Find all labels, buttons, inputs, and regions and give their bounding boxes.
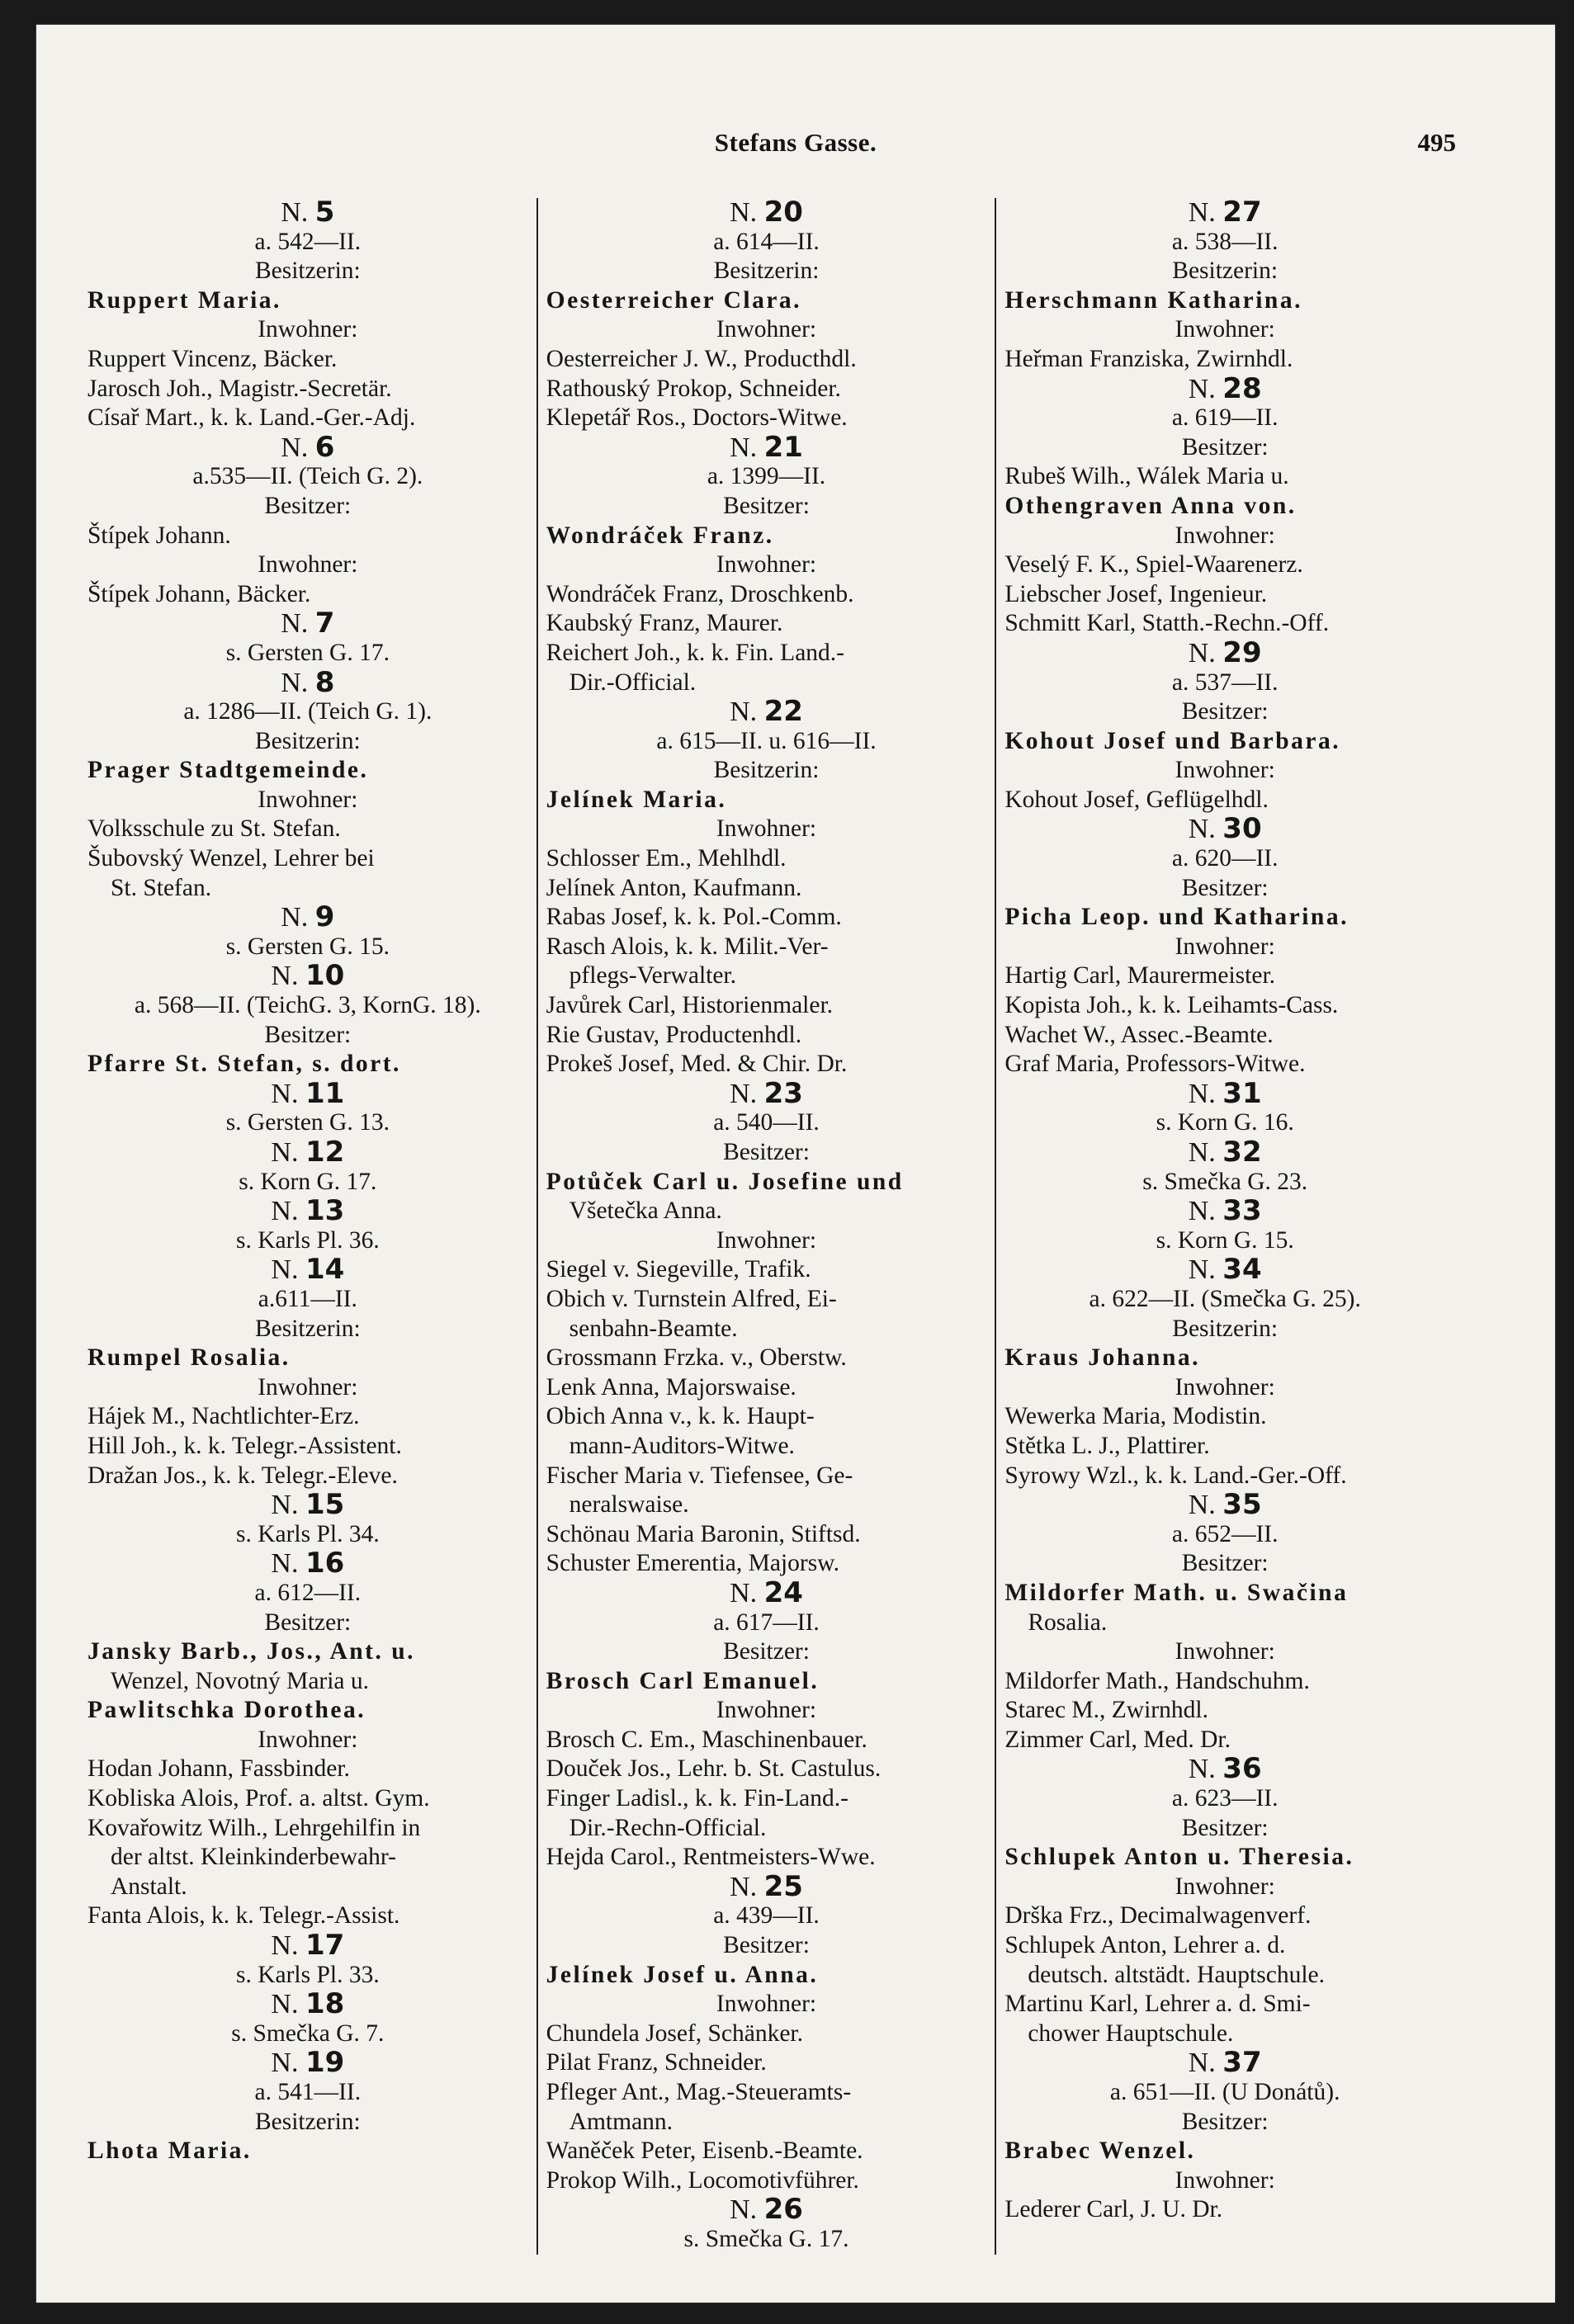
- house-number-prefix: N.: [281, 668, 309, 698]
- house-number-prefix: N.: [271, 1931, 299, 1961]
- house-number-prefix: N.: [1188, 1079, 1216, 1109]
- resident-entry: Štípek Johann, Bäcker.: [87, 580, 311, 607]
- resident-entry: Hartig Carl, Maurermeister.: [1004, 962, 1276, 990]
- entry-meta: Besitzerin:: [1172, 257, 1279, 285]
- resident-entry: Wewerka Maria, Modistin.: [1004, 1403, 1267, 1430]
- entry-meta: a. 622—II. (Smečka G. 25).: [1089, 1285, 1361, 1312]
- house-number: 33: [1222, 1197, 1262, 1226]
- house-number-prefix: N.: [271, 1197, 299, 1226]
- entry-meta: a. 652—II.: [1171, 1520, 1279, 1547]
- house-number: 9: [314, 903, 335, 933]
- entry-meta: s. Karls Pl. 33.: [235, 1961, 380, 1988]
- directory-columns: [79, 198, 1453, 2255]
- resident-entry: Oesterreicher J. W., Producthdl.: [546, 345, 857, 372]
- resident-entry: Drška Frz., Decimalwagenverf.: [1004, 1902, 1312, 1930]
- resident-entry: Waněček Peter, Eisenb.-Beamte.: [546, 2137, 863, 2165]
- resident-entry: Kobliska Alois, Prof. a. altst. Gym.: [87, 1785, 430, 1812]
- entry-meta: s. Smečka G. 23.: [1142, 1168, 1308, 1195]
- house-number: 28: [1222, 374, 1262, 404]
- house-number-prefix: N.: [1188, 1197, 1216, 1226]
- house-number-heading: [1004, 2048, 1445, 2078]
- entry-meta: a.611—II.: [258, 1285, 357, 1312]
- house-number-heading: [87, 1255, 528, 1285]
- house-number-heading: [1004, 198, 1445, 228]
- house-number: 7: [314, 609, 335, 639]
- column-right: [996, 198, 1453, 2255]
- entry-continuation: Anstalt.: [111, 1873, 187, 1900]
- resident-entry: Finger Ladisl., k. k. Fin-Land.-: [546, 1785, 848, 1812]
- house-number: 23: [763, 1079, 803, 1109]
- resident-entry: Rabas Josef, k. k. Pol.-Comm.: [546, 904, 842, 931]
- resident-entry: Graf Maria, Professors-Witwe.: [1004, 1051, 1306, 1078]
- house-number-prefix: N.: [730, 198, 758, 228]
- resident-entry: Veselý F. K., Spiel-Waarenerz.: [1004, 551, 1303, 579]
- owner-name: Rumpel Rosalia.: [87, 1344, 291, 1372]
- house-number-prefix: N.: [281, 198, 309, 228]
- house-number: 10: [305, 961, 345, 992]
- entry-meta: Besitzer:: [264, 1608, 352, 1636]
- resident-entry: Štípek Johann.: [87, 522, 231, 549]
- entry-meta: Besitzerin:: [1172, 1315, 1279, 1342]
- resident-entry: Heřman Franziska, Zwirnhdl.: [1004, 345, 1293, 372]
- resident-entry: Fischer Maria v. Tiefensee, Ge-: [546, 1462, 853, 1489]
- page-number: 495: [1417, 128, 1456, 157]
- entry-meta: Besitzerin:: [254, 1315, 361, 1342]
- owner-name: Herschmann Katharina.: [1004, 286, 1302, 314]
- house-number-heading: [87, 198, 528, 228]
- entry-meta: a. 538—II.: [1171, 228, 1279, 255]
- house-number-prefix: N.: [1188, 1490, 1216, 1520]
- house-number-heading: [1004, 1079, 1445, 1109]
- house-number: 37: [1222, 2048, 1262, 2078]
- house-number-heading: [1004, 1755, 1445, 1784]
- entry-meta: a. 1286—II. (Teich G. 1).: [183, 698, 432, 725]
- resident-entry: Šubovský Wenzel, Lehrer bei: [87, 845, 375, 872]
- entry-meta: a. 439—II.: [713, 1902, 820, 1930]
- entry-meta: Inwohner:: [1175, 933, 1275, 960]
- owner-name: Jansky Barb., Jos., Ant. u.: [87, 1638, 416, 1665]
- resident-entry: Rasch Alois, k. k. Milit.-Ver-: [546, 933, 829, 960]
- house-number-prefix: N.: [1188, 198, 1216, 228]
- house-number-prefix: N.: [281, 432, 309, 463]
- entry-meta: a. 612—II.: [254, 1579, 362, 1606]
- house-number-heading: [1004, 1197, 1445, 1226]
- entry-meta: a.535—II. (Teich G. 2).: [192, 463, 423, 490]
- house-number-prefix: N.: [1188, 815, 1216, 845]
- entry-meta: a. 619—II.: [1171, 404, 1279, 432]
- resident-entry: Císař Mart., k. k. Land.-Ger.-Adj.: [87, 404, 416, 432]
- house-number: 25: [763, 1872, 803, 1902]
- house-number: 29: [1222, 638, 1262, 668]
- resident-entry: Lederer Carl, J. U. Dr.: [1004, 2196, 1223, 2223]
- house-number-prefix: N.: [271, 1549, 299, 1579]
- resident-entry: Douček Jos., Lehr. b. St. Castulus.: [546, 1755, 882, 1783]
- resident-entry: Schönau Maria Baronin, Stiftsd.: [546, 1520, 861, 1547]
- owner-name: Pfarre St. Stefan, s. dort.: [87, 1051, 401, 1078]
- entry-continuation: Amtmann.: [569, 2108, 674, 2135]
- resident-entry: Chundela Josef, Schänker.: [546, 2019, 803, 2047]
- entry-continuation: chower Hauptschule.: [1028, 2019, 1234, 2047]
- entry-meta: s. Gersten G. 13.: [225, 1109, 390, 1136]
- entry-meta: Besitzer:: [1181, 2108, 1269, 2135]
- entry-meta: Inwohner:: [258, 551, 358, 579]
- resident-entry: Kaubský Franz, Maurer.: [546, 610, 783, 637]
- house-number-heading: [1004, 1138, 1445, 1168]
- entry-meta: Besitzer:: [264, 1021, 352, 1048]
- entry-meta: a. 615—II. u. 616—II.: [656, 727, 877, 754]
- house-number: 26: [763, 2195, 803, 2225]
- resident-entry: Pilat Franz, Schneider.: [546, 2049, 767, 2076]
- resident-entry: Pfleger Ant., Mag.-Steueramts-: [546, 2079, 852, 2105]
- owner-name: Ruppert Maria.: [87, 286, 281, 314]
- resident-entry: Stětka L. J., Plattirer.: [1004, 1432, 1210, 1459]
- resident-entry: Schlupek Anton, Lehrer a. d.: [1004, 1932, 1286, 1959]
- resident-entry: Schmitt Karl, Statth.-Rechn.-Off.: [1004, 610, 1330, 637]
- entry-meta: Besitzer:: [1181, 433, 1269, 461]
- house-number-heading: [546, 2195, 987, 2225]
- resident-entry: Hodan Johann, Fassbinder.: [87, 1755, 350, 1783]
- resident-entry: Syrowy Wzl., k. k. Land.-Ger.-Off.: [1004, 1462, 1347, 1489]
- entry-meta: Inwohner:: [258, 316, 358, 343]
- house-number-heading: [87, 1490, 528, 1520]
- owner-name: Mildorfer Math. u. Swačina: [1004, 1579, 1349, 1606]
- owner-name: Prager Stadtgemeinde.: [87, 757, 369, 784]
- house-number-prefix: N.: [271, 1079, 299, 1109]
- resident-entry: Reichert Joh., k. k. Fin. Land.-: [546, 639, 844, 666]
- house-number-prefix: N.: [730, 432, 758, 463]
- entry-meta: a. 651—II. (U Donátů).: [1109, 2079, 1340, 2105]
- owner-name: Wondráček Franz.: [546, 522, 774, 549]
- column-middle: [536, 198, 997, 2255]
- house-number: 18: [305, 1990, 345, 2019]
- house-number-heading: [1004, 1490, 1445, 1520]
- house-number: 34: [1222, 1255, 1262, 1285]
- house-number-prefix: N.: [1188, 638, 1216, 668]
- entry-meta: a. 537—II.: [1171, 668, 1279, 696]
- entry-meta: a. 540—II.: [713, 1109, 820, 1136]
- entry-meta: s. Smečka G. 17.: [683, 2225, 849, 2252]
- house-number: 14: [305, 1255, 345, 1285]
- house-number-heading: [87, 2048, 528, 2078]
- resident-entry: Schlosser Em., Mehlhdl.: [546, 845, 787, 872]
- entry-meta: Besitzerin:: [254, 2108, 361, 2135]
- entry-meta: s. Gersten G. 17.: [225, 639, 390, 666]
- owner-name: Kraus Johanna.: [1004, 1344, 1200, 1372]
- entry-meta: Inwohner:: [716, 1226, 817, 1254]
- house-number-heading: [546, 198, 987, 228]
- entry-continuation: Všetečka Anna.: [569, 1197, 722, 1225]
- resident-entry: Obich Anna v., k. k. Haupt-: [546, 1403, 815, 1430]
- owner-name: Jelínek Josef u. Anna.: [546, 1961, 819, 1988]
- entry-meta: Besitzerin:: [254, 727, 361, 754]
- owner-name: Brabec Wenzel.: [1004, 2137, 1196, 2165]
- entry-meta: s. Korn G. 16.: [1156, 1109, 1294, 1136]
- resident-entry: Rie Gustav, Productenhdl.: [546, 1021, 802, 1048]
- resident-entry: Kohout Josef, Geflügelhdl.: [1004, 786, 1269, 813]
- entry-continuation: Dir.-Rechn-Official.: [569, 1814, 767, 1841]
- house-number: 36: [1222, 1755, 1262, 1785]
- entry-meta: a. 614—II.: [713, 228, 820, 255]
- entry-meta: Inwohner:: [716, 1697, 817, 1724]
- owner-name: Pawlitschka Dorothea.: [87, 1697, 366, 1724]
- resident-entry: Javůrek Carl, Historienmaler.: [546, 992, 834, 1019]
- house-number: 6: [314, 432, 335, 463]
- house-number-heading: [87, 1138, 528, 1168]
- entry-continuation: senbahn-Beamte.: [569, 1315, 738, 1342]
- entry-meta: Inwohner:: [716, 1991, 817, 2018]
- entry-continuation: deutsch. altstädt. Hauptschule.: [1028, 1961, 1325, 1988]
- entry-meta: s. Smečka G. 7.: [231, 2019, 385, 2047]
- house-number-prefix: N.: [271, 961, 299, 992]
- entry-meta: Besitzer:: [1181, 698, 1269, 725]
- resident-entry: Jelínek Anton, Kaufmann.: [546, 874, 802, 901]
- entry-meta: a. 617—II.: [713, 1608, 820, 1636]
- resident-entry: Hill Joh., k. k. Telegr.-Assistent.: [87, 1432, 402, 1459]
- house-number: 22: [763, 697, 803, 727]
- house-number: 21: [763, 432, 803, 463]
- house-number: 15: [305, 1490, 345, 1520]
- entry-meta: Inwohner:: [1175, 757, 1275, 784]
- resident-entry: Kopista Joh., k. k. Leihamts-Cass.: [1004, 992, 1339, 1019]
- house-number-prefix: N.: [1188, 374, 1216, 404]
- entry-meta: s. Karls Pl. 34.: [235, 1520, 380, 1547]
- house-number-heading: [1004, 375, 1445, 404]
- house-number-heading: [87, 668, 528, 698]
- entry-meta: Besitzerin:: [713, 257, 820, 285]
- entry-meta: Besitzer:: [723, 1139, 810, 1165]
- house-number-prefix: N.: [281, 609, 309, 639]
- directory-page: [36, 25, 1555, 2303]
- house-number-prefix: N.: [730, 1872, 758, 1902]
- owner-name: Oesterreicher Clara.: [546, 286, 802, 314]
- resident-entry: Klepetář Ros., Doctors-Witwe.: [546, 404, 848, 432]
- house-number-prefix: N.: [271, 1255, 299, 1285]
- page-header: [36, 128, 1555, 169]
- entry-meta: a. 542—II.: [254, 228, 362, 255]
- owner-name: Jelínek Maria.: [546, 786, 727, 813]
- resident-entry: Rathouský Prokop, Schneider.: [546, 375, 841, 402]
- house-number: 24: [763, 1578, 803, 1608]
- house-number-heading: [87, 903, 528, 933]
- resident-entry: Liebscher Josef, Ingenieur.: [1004, 580, 1268, 607]
- entry-meta: a. 1399—II.: [707, 463, 826, 490]
- house-number-prefix: N.: [271, 2048, 299, 2078]
- resident-entry: Obich v. Turnstein Alfred, Ei-: [546, 1285, 837, 1312]
- house-number: 13: [305, 1197, 345, 1226]
- owner-name: Kohout Josef und Barbara.: [1004, 727, 1341, 754]
- entry-meta: Inwohner:: [716, 551, 817, 579]
- entry-meta: Besitzer:: [1181, 1814, 1269, 1841]
- entry-meta: Besitzer:: [723, 492, 810, 519]
- house-number-prefix: N.: [730, 2195, 758, 2225]
- owner-name: Lhota Maria.: [87, 2137, 252, 2165]
- resident-entry: Rubeš Wilh., Wálek Maria u.: [1004, 463, 1289, 490]
- house-number-prefix: N.: [281, 903, 309, 933]
- owner-name: Potůček Carl u. Josefine und: [546, 1168, 904, 1195]
- house-number-heading: [546, 697, 987, 727]
- resident-entry: Hájek M., Nachtlichter-Erz.: [87, 1403, 360, 1430]
- house-number: 27: [1222, 198, 1262, 228]
- house-number: 19: [305, 2048, 345, 2078]
- resident-entry: Kovařowitz Wilh., Lehrgehilfin in: [87, 1814, 421, 1841]
- entry-meta: Inwohner:: [1175, 522, 1275, 549]
- column-left: [79, 198, 536, 2255]
- resident-entry: Prokeš Josef, Med. & Chir. Dr.: [546, 1051, 848, 1078]
- resident-entry: Martinu Karl, Lehrer a. d. Smi-: [1004, 1991, 1311, 2018]
- house-number: 11: [305, 1079, 345, 1109]
- resident-entry: Schuster Emerentia, Majorsw.: [546, 1550, 839, 1577]
- entry-meta: Besitzerin:: [254, 257, 361, 285]
- entry-meta: Besitzer:: [1181, 1550, 1269, 1577]
- house-number-prefix: N.: [271, 1990, 299, 2019]
- entry-meta: Besitzer:: [723, 1932, 810, 1959]
- resident-entry: Wachet W., Assec.-Beamte.: [1004, 1021, 1274, 1048]
- owner-name: Schlupek Anton u. Theresia.: [1004, 1844, 1354, 1871]
- house-number-heading: [87, 961, 528, 991]
- resident-entry: Wondráček Franz, Droschkenb.: [546, 580, 854, 607]
- resident-entry: Starec M., Zwirnhdl.: [1004, 1697, 1208, 1724]
- resident-entry: Fanta Alois, k. k. Telegr.-Assist.: [87, 1902, 400, 1930]
- house-number-prefix: N.: [271, 1490, 299, 1520]
- page-title: Stefans Gasse.: [714, 128, 877, 157]
- house-number-heading: [87, 433, 528, 463]
- entry-continuation: St. Stefan.: [111, 874, 212, 901]
- house-number-heading: [87, 1549, 528, 1579]
- owner-name: Othengraven Anna von.: [1004, 492, 1297, 519]
- entry-meta: s. Korn G. 15.: [1156, 1226, 1294, 1254]
- entry-meta: s. Karls Pl. 36.: [235, 1226, 380, 1254]
- entry-meta: Inwohner:: [1175, 1373, 1275, 1401]
- house-number-heading: [546, 1579, 987, 1608]
- house-number: 8: [314, 668, 335, 698]
- entry-continuation: Rosalia.: [1028, 1608, 1108, 1636]
- entry-meta: s. Korn G. 17.: [239, 1168, 377, 1195]
- entry-meta: Inwohner:: [258, 786, 358, 813]
- house-number-heading: [546, 1873, 987, 1902]
- house-number: 30: [1222, 815, 1262, 845]
- entry-continuation: neralswaise.: [569, 1491, 689, 1519]
- house-number: 17: [305, 1931, 345, 1961]
- house-number: 5: [314, 198, 335, 228]
- resident-entry: Mildorfer Math., Handschuhm.: [1004, 1667, 1310, 1694]
- owner-name: Picha Leop. und Katharina.: [1004, 904, 1349, 931]
- resident-entry: Brosch C. Em., Maschinenbauer.: [546, 1726, 867, 1753]
- resident-entry: Zimmer Carl, Med. Dr.: [1004, 1726, 1231, 1753]
- entry-meta: Besitzer:: [1181, 874, 1269, 901]
- resident-entry: Siegel v. Siegeville, Trafik.: [546, 1256, 811, 1283]
- house-number-prefix: N.: [1188, 1255, 1216, 1285]
- house-number: 31: [1222, 1079, 1262, 1109]
- house-number-prefix: N.: [1188, 1755, 1216, 1785]
- entry-meta: Besitzer:: [723, 1638, 810, 1665]
- house-number-prefix: N.: [271, 1138, 299, 1168]
- resident-entry: Volksschule zu St. Stefan.: [87, 815, 341, 843]
- entry-continuation: Dir.-Official.: [569, 668, 697, 696]
- entry-continuation: mann-Auditors-Witwe.: [569, 1432, 795, 1459]
- entry-meta: a. 541—II.: [254, 2079, 362, 2105]
- house-number-prefix: N.: [1188, 2048, 1216, 2078]
- owner-name: Brosch Carl Emanuel.: [546, 1667, 820, 1694]
- house-number: 35: [1222, 1490, 1262, 1520]
- entry-meta: a. 623—II.: [1171, 1785, 1279, 1812]
- house-number: 16: [305, 1549, 345, 1579]
- entry-meta: Inwohner:: [716, 316, 817, 343]
- entry-meta: a. 620—II.: [1171, 845, 1279, 872]
- resident-entry: Jarosch Joh., Magistr.-Secretär.: [87, 375, 392, 402]
- house-number-heading: [87, 1990, 528, 2019]
- house-number: 12: [305, 1138, 345, 1168]
- house-number-prefix: N.: [730, 697, 758, 727]
- entry-meta: s. Gersten G. 15.: [225, 933, 390, 960]
- entry-meta: Inwohner:: [258, 1373, 358, 1401]
- resident-entry: Ruppert Vincenz, Bäcker.: [87, 345, 338, 372]
- house-number-heading: [546, 1079, 987, 1109]
- resident-entry: Hejda Carol., Rentmeisters-Wwe.: [546, 1844, 876, 1871]
- house-number-prefix: N.: [730, 1079, 758, 1109]
- house-number-heading: [87, 1079, 528, 1109]
- entry-meta: Inwohner:: [1175, 316, 1275, 343]
- entry-meta: a. 568—II. (TeichG. 3, KornG. 18).: [134, 992, 481, 1019]
- house-number: 20: [763, 198, 803, 228]
- house-number-heading: [1004, 1255, 1445, 1285]
- entry-continuation: pflegs-Verwalter.: [569, 962, 736, 990]
- entry-meta: Inwohner:: [258, 1726, 358, 1753]
- house-number-heading: [87, 1197, 528, 1226]
- resident-entry: Dražan Jos., k. k. Telegr.-Eleve.: [87, 1462, 398, 1489]
- house-number-prefix: N.: [730, 1578, 758, 1608]
- house-number-heading: [546, 433, 987, 463]
- house-number-heading: [1004, 639, 1445, 668]
- house-number: 32: [1222, 1138, 1262, 1168]
- house-number-heading: [87, 1931, 528, 1961]
- entry-continuation: Wenzel, Novotný Maria u.: [111, 1667, 370, 1694]
- entry-meta: Besitzerin:: [713, 757, 820, 784]
- entry-meta: Inwohner:: [1175, 2166, 1275, 2194]
- entry-meta: Inwohner:: [716, 815, 817, 843]
- house-number-heading: [87, 609, 528, 639]
- house-number-prefix: N.: [1188, 1138, 1216, 1168]
- resident-entry: Lenk Anna, Majorswaise.: [546, 1373, 796, 1401]
- entry-meta: Inwohner:: [1175, 1873, 1275, 1900]
- entry-continuation: der altst. Kleinkinderbewahr-: [111, 1844, 396, 1871]
- entry-meta: Inwohner:: [1175, 1638, 1275, 1665]
- house-number-heading: [1004, 815, 1445, 844]
- resident-entry: Prokop Wilh., Locomotivführer.: [546, 2166, 859, 2194]
- entry-meta: Besitzer:: [264, 492, 352, 519]
- resident-entry: Grossmann Frzka. v., Oberstw.: [546, 1344, 847, 1372]
